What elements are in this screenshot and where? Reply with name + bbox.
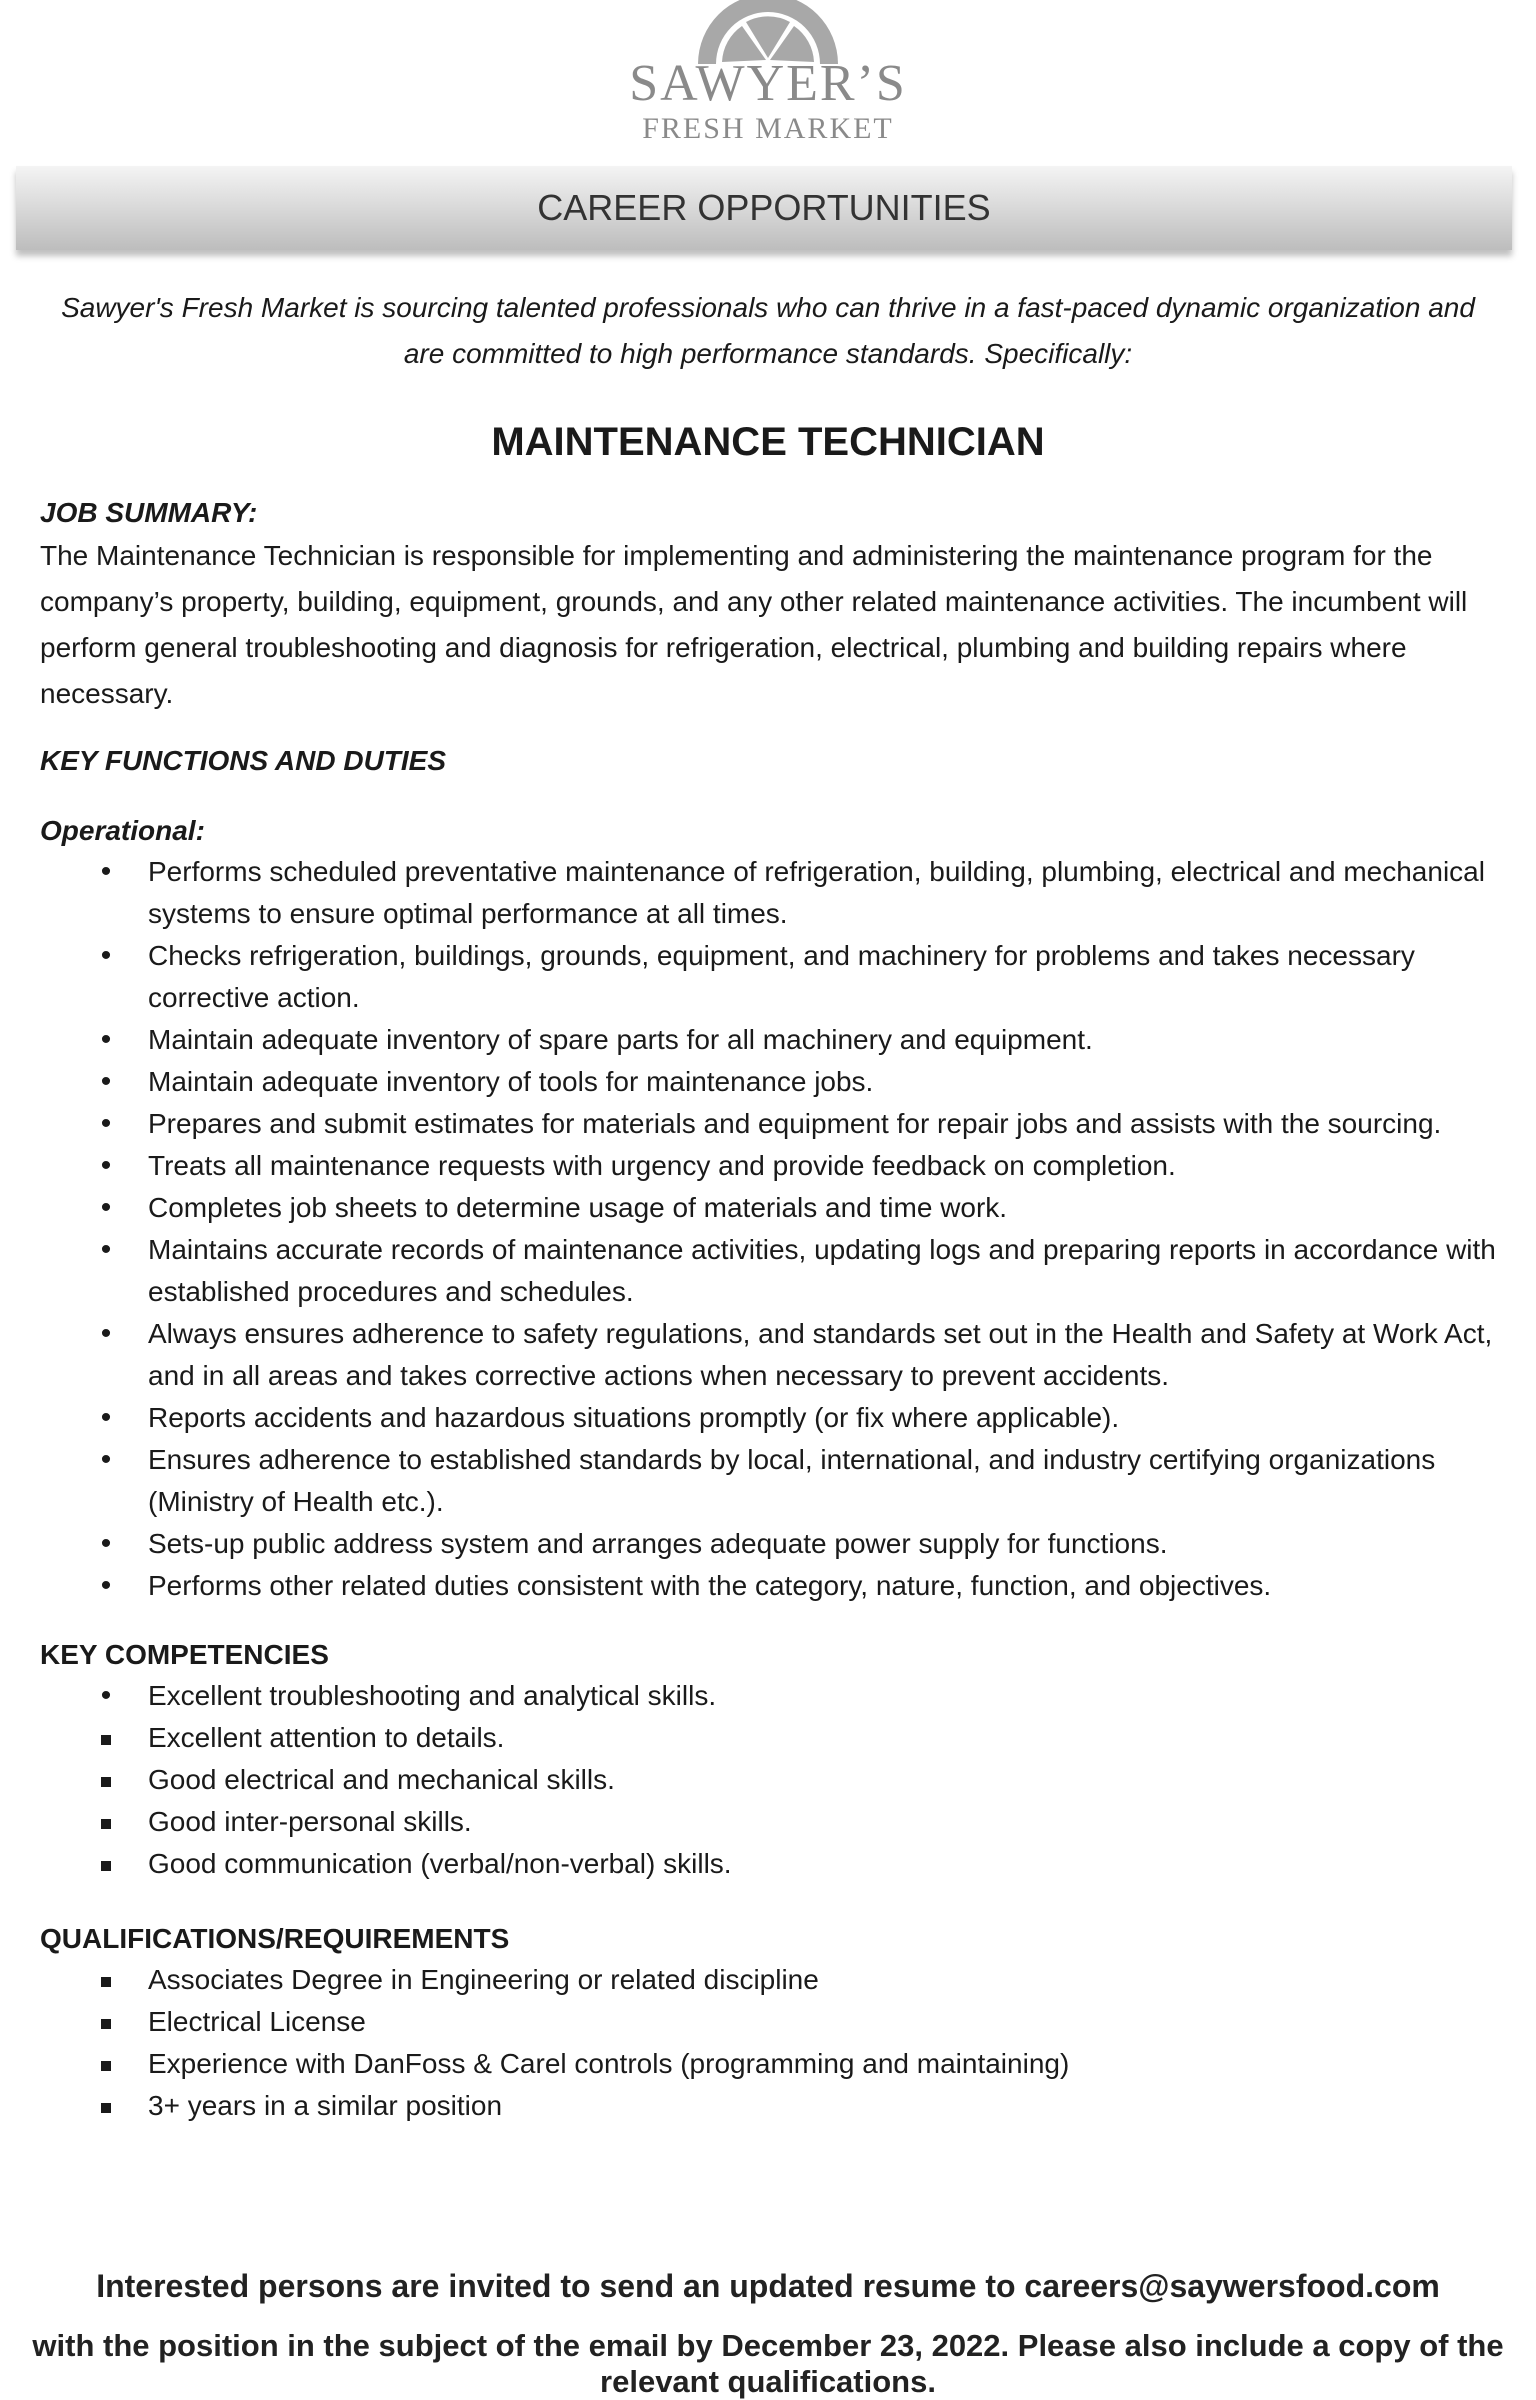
- square-bullet-icon: [96, 2001, 116, 2043]
- qualifications-heading: QUALIFICATIONS/REQUIREMENTS: [40, 1923, 510, 1954]
- qualifications-list: [40, 1959, 1500, 2127]
- list-item: • Maintains accurate records of maintenance activities, updating logs and preparing reports in accordance with established procedures and schedules.: [40, 1229, 1500, 1313]
- list-item: Good electrical and mechanical skills.: [40, 1759, 1500, 1801]
- list-item: • Checks refrigeration, buildings, grounds, equipment, and machinery for problems and takes necessary corrective action.: [40, 935, 1500, 1019]
- square-bullet-icon: [96, 1959, 116, 2001]
- list-item: Experience with DanFoss & Carel controls (programming and maintaining): [40, 2043, 1500, 2085]
- list-item: Electrical License: [40, 2001, 1500, 2043]
- operational-subheading: Operational:: [40, 815, 205, 846]
- bullet-icon: [96, 1019, 116, 1061]
- key-functions-heading: KEY FUNCTIONS AND DUTIES: [40, 745, 447, 776]
- competencies-list: [40, 1675, 1500, 1885]
- duties-list: [40, 851, 1500, 1607]
- competencies-heading: KEY COMPETENCIES: [40, 1639, 329, 1670]
- brand-name: SAWYER’S: [629, 55, 907, 112]
- bullet-icon: [96, 1397, 116, 1439]
- banner-title: CAREER OPPORTUNITIES: [537, 187, 991, 228]
- footer-line-1: Interested persons are invited to send an updated resume to careers@saywersfood.com: [96, 2268, 1440, 2304]
- career-banner: [16, 166, 1512, 250]
- brand-subtitle: FRESH MARKET: [642, 112, 894, 145]
- square-bullet-icon: [96, 1843, 116, 1885]
- square-bullet-icon: [96, 2043, 116, 2085]
- bullet-icon: [96, 1439, 116, 1481]
- list-item: • Reports accidents and hazardous situations promptly (or fix where applicable).: [40, 1397, 1500, 1439]
- bullet-icon: [96, 1313, 116, 1355]
- square-bullet-icon: [96, 1801, 116, 1843]
- company-logo: [0, 0, 1536, 150]
- list-item: • Performs other related duties consistent with the category, nature, function, and objectives.: [40, 1565, 1500, 1607]
- footer-line-2: with the position in the subject of the email by December 23, 2022. Please also include a copy of the relevant qualifications.: [32, 2328, 1504, 2399]
- job-summary-heading: JOB SUMMARY:: [40, 497, 258, 528]
- list-item: 3+ years in a similar position: [40, 2085, 1500, 2127]
- bullet-icon: [96, 935, 116, 977]
- list-item: • Completes job sheets to determine usage of materials and time work.: [40, 1187, 1500, 1229]
- list-item: • Maintain adequate inventory of tools for maintenance jobs.: [40, 1061, 1500, 1103]
- bullet-icon: [96, 1229, 116, 1271]
- list-item: • Sets-up public address system and arranges adequate power supply for functions.: [40, 1523, 1500, 1565]
- job-title: MAINTENANCE TECHNICIAN: [491, 420, 1045, 464]
- list-item: • Ensures adherence to established standards by local, international, and industry certifying organizations (Ministry of Health etc.).: [40, 1439, 1500, 1523]
- list-item: Good communication (verbal/non-verbal) skills.: [40, 1843, 1500, 1885]
- intro-text: [0, 285, 1536, 377]
- bullet-icon: [96, 1145, 116, 1187]
- list-item: • Prepares and submit estimates for materials and equipment for repair jobs and assists with the sourcing.: [40, 1103, 1500, 1145]
- bullet-icon: [96, 851, 116, 893]
- square-bullet-icon: [96, 1717, 116, 1759]
- bullet-icon: [96, 1675, 116, 1717]
- job-summary-text: The Maintenance Technician is responsible for implementing and administering the maintenance program for the company’s property, building, equipment, grounds, and any other related maintenance activities. The incumbent will perform general troubleshooting and diagnosis for refrigeration, electrical, plumbing and building repairs where necessary.: [40, 540, 1468, 709]
- bullet-icon: [96, 1523, 116, 1565]
- job-description: [40, 493, 1500, 2127]
- list-item: • Performs scheduled preventative maintenance of refrigeration, building, plumbing, electrical and mechanical systems to ensure optimal performance at all times.: [40, 851, 1500, 935]
- bullet-icon: [96, 1565, 116, 1607]
- square-bullet-icon: [96, 2085, 116, 2127]
- list-item: • Treats all maintenance requests with urgency and provide feedback on completion.: [40, 1145, 1500, 1187]
- list-item: Associates Degree in Engineering or related discipline: [40, 1959, 1500, 2001]
- bullet-icon: [96, 1103, 116, 1145]
- bullet-icon: [96, 1061, 116, 1103]
- intro-line-1: Sawyer's Fresh Market is sourcing talented professionals who can thrive in a fast-paced dynamic organization and: [61, 292, 1475, 323]
- square-bullet-icon: [96, 1759, 116, 1801]
- list-item: Good inter-personal skills.: [40, 1801, 1500, 1843]
- bullet-icon: [96, 1187, 116, 1229]
- list-item: Excellent attention to details.: [40, 1717, 1500, 1759]
- list-item: • Maintain adequate inventory of spare parts for all machinery and equipment.: [40, 1019, 1500, 1061]
- list-item: • Always ensures adherence to safety regulations, and standards set out in the Health and Safety at Work Act, and in all areas and takes corrective actions when necessary to prevent accidents.: [40, 1313, 1500, 1397]
- list-item: • Excellent troubleshooting and analytical skills.: [40, 1675, 1500, 1717]
- intro-line-2: are committed to high performance standards. Specifically:: [403, 338, 1133, 369]
